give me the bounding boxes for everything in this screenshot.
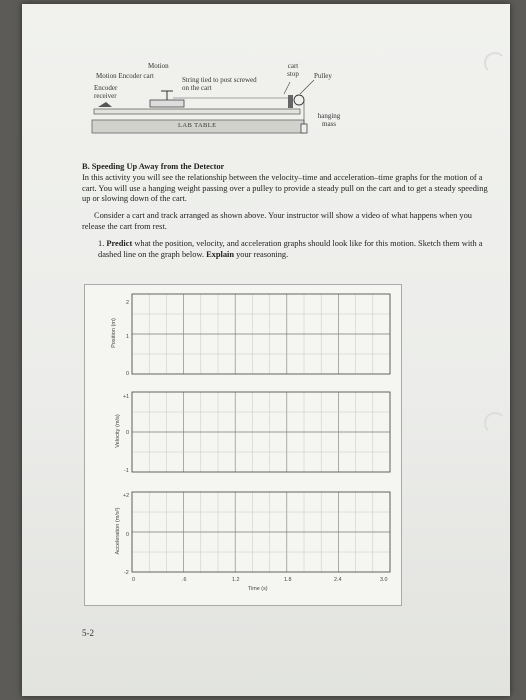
- worksheet-page: [22, 4, 510, 696]
- velocity-tick-bottom: -1: [124, 468, 129, 474]
- hanging-mass-shape: [301, 124, 307, 133]
- question-1: [82, 239, 488, 261]
- cart-shape: [150, 100, 184, 107]
- cart-stop-label: cart stop: [287, 62, 299, 78]
- time-tick-3: 1.8: [284, 577, 292, 583]
- time-tick-4: 2.4: [334, 577, 342, 583]
- time-tick-0: 0: [132, 577, 135, 583]
- hanging-mass-label: hanging mass: [317, 112, 341, 128]
- question-text: what the position, velocity, and acceleration graphs should look like for this motion. Sketch them with a dashed line on the graph below.: [98, 238, 483, 259]
- binder-ring-top: [484, 52, 506, 74]
- predict-word: Predict: [106, 238, 133, 248]
- setup-paragraph: Consider a cart and track arranged as shown above. Your instructor will show a video of what happens when you release the cart from rest.: [82, 211, 472, 231]
- acceleration-grid: [130, 490, 392, 574]
- position-axis-label: Position (m): [111, 318, 117, 348]
- acceleration-tick-bottom: -2: [124, 570, 129, 576]
- string-label: String tied to post screwed on the cart: [182, 76, 257, 92]
- cart-stop-shape: [288, 95, 293, 108]
- track-shape: [94, 109, 300, 114]
- position-tick-mid: 1: [126, 334, 129, 340]
- acceleration-tick-top: +2: [123, 493, 130, 499]
- acceleration-tick-mid: 0: [126, 532, 129, 538]
- binder-ring-bottom: [484, 412, 506, 434]
- velocity-tick-top: +1: [123, 394, 130, 400]
- position-grid: [130, 292, 392, 376]
- velocity-grid: [130, 390, 392, 474]
- question-end: your reasoning.: [234, 249, 289, 259]
- pulley-label: Pulley: [314, 72, 332, 80]
- intro-paragraph: In this activity you will see the relationship between the velocity–time and acceleration–time graphs for the motion of a cart. You will use a hanging weight passing over a pulley to provide a steady pull on the cart and to get a steady speeding up or slowing down of the cart.: [82, 172, 488, 204]
- position-tick-bottom: 0: [126, 371, 129, 377]
- encoder-receiver-shape: [98, 102, 112, 107]
- lab-table-label: LAB TABLE: [178, 122, 217, 129]
- acceleration-axis-label: Acceleration (m/s²): [115, 507, 121, 555]
- pulley-shape: [294, 95, 304, 105]
- motion-encoder-cart-label: Motion Encoder cart: [96, 72, 154, 80]
- velocity-axis-label: Velocity (m/s): [115, 414, 121, 448]
- section-b: [82, 162, 488, 260]
- encoder-receiver-label: Encoder receiver: [94, 84, 118, 100]
- time-tick-1: .6: [182, 577, 187, 583]
- position-tick-top: 2: [126, 300, 129, 306]
- question-number: 1.: [98, 238, 105, 248]
- motion-label: Motion: [148, 62, 169, 70]
- time-axis-label: Time (s): [248, 586, 268, 592]
- time-tick-5: 3.0: [380, 577, 388, 583]
- velocity-tick-mid: 0: [126, 430, 129, 436]
- page-number: 5-2: [82, 628, 94, 638]
- time-tick-2: 1.2: [232, 577, 240, 583]
- explain-word: Explain: [206, 249, 235, 259]
- section-title: B. Speeding Up Away from the Detector: [82, 162, 225, 171]
